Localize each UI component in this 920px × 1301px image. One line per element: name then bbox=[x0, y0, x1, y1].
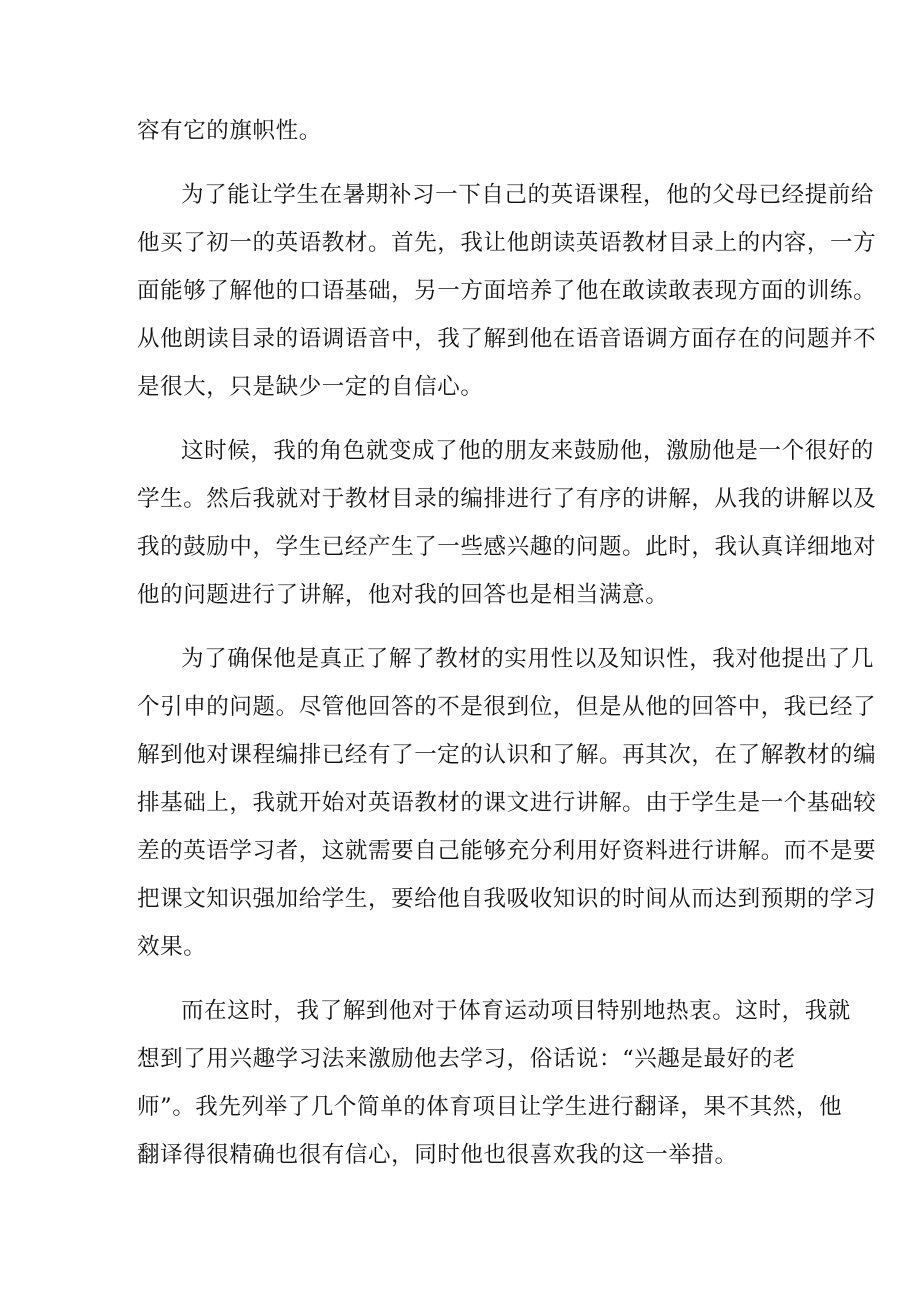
text-line: 而在这时，我了解到他对于体育运动项目特别地热衷。这时，我就 bbox=[181, 998, 851, 1024]
text-line: 这时候，我的角色就变成了他的朋友来鼓励他，激励他是一个很好的 bbox=[181, 438, 875, 464]
text-line: 是很大，只是缺少一定的自信心。 bbox=[137, 374, 484, 400]
text-line: 面能够了解他的口语基础，另一方面培养了他在敢读敢表现方面的训练。 bbox=[137, 278, 877, 304]
text-line: 为了能让学生在暑期补习一下自己的英语课程，他的父母已经提前给 bbox=[181, 182, 875, 208]
text-line: 排基础上，我就开始对英语教材的课文进行讲解。由于学生是一个基础较 bbox=[137, 790, 877, 816]
text-line: 差的英语学习者，这就需要自己能够充分利用好资料进行讲解。而不是要 bbox=[137, 838, 877, 864]
text-line: 解到他对课程编排已经有了一定的认识和了解。再其次，在了解教材的编 bbox=[137, 742, 877, 768]
text-line: 个引申的问题。尽管他回答的不是很到位，但是从他的回答中，我已经了 bbox=[137, 694, 877, 720]
text-line: 容有它的旗帜性。 bbox=[137, 118, 322, 144]
text-line: 想到了用兴趣学习法来激励他去学习，俗话说：“兴趣是最好的老 bbox=[137, 1046, 796, 1072]
text-line: 学生。然后我就对于教材目录的编排进行了有序的讲解，从我的讲解以及 bbox=[137, 486, 877, 512]
text-line: 为了确保他是真正了解了教材的实用性以及知识性，我对他提出了几 bbox=[181, 646, 875, 672]
text-line: 效果。 bbox=[137, 934, 207, 960]
text-line: 师”。我先列举了几个简单的体育项目让学生进行翻译，果不其然，他 bbox=[137, 1094, 843, 1120]
text-line: 我的鼓励中，学生已经产生了一些感兴趣的问题。此时，我认真详细地对 bbox=[137, 534, 877, 560]
text-line: 从他朗读目录的语调语音中，我了解到他在语音语调方面存在的问题并不 bbox=[137, 326, 877, 352]
text-line: 把课文知识强加给学生，要给他自我吸收知识的时间从而达到预期的学习 bbox=[137, 886, 877, 912]
text-line: 他的问题进行了讲解，他对我的回答也是相当满意。 bbox=[137, 582, 669, 608]
text-line: 翻译得很精确也很有信心，同时他也很喜欢我的这一举措。 bbox=[137, 1142, 738, 1168]
text-line: 他买了初一的英语教材。首先，我让他朗读英语教材目录上的内容，一方 bbox=[137, 230, 877, 256]
